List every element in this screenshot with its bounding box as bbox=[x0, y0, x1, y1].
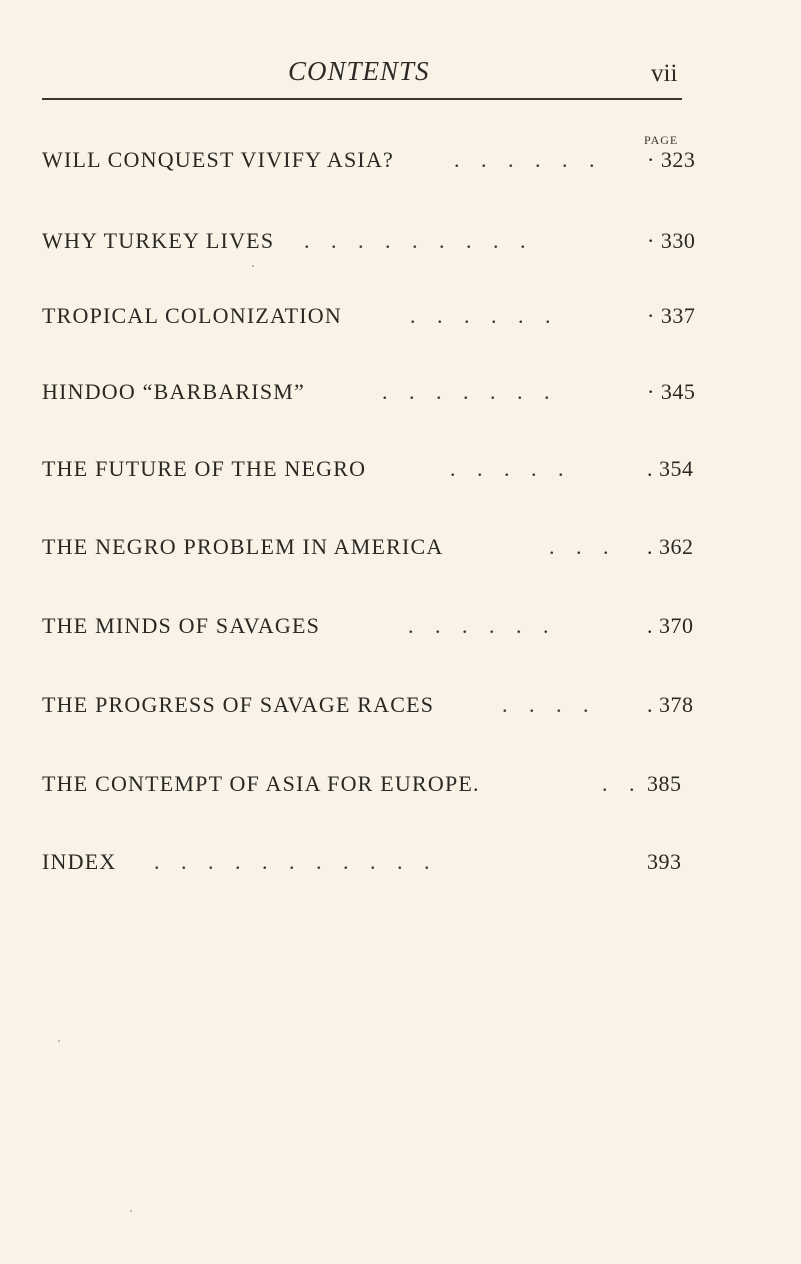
toc-entry-title: THE FUTURE OF THE NEGRO bbox=[42, 456, 367, 481]
header-rule bbox=[42, 98, 682, 100]
toc-entry-leader: . . . . . bbox=[450, 456, 572, 481]
toc-entry-leader: . . . . bbox=[502, 692, 597, 717]
toc-entry-leader: . . . . . . . bbox=[382, 379, 558, 404]
paper-speck bbox=[130, 1210, 132, 1212]
running-head-page-number: vii bbox=[651, 60, 678, 87]
toc-entry-leader: . . . . . . . . . . . bbox=[154, 849, 438, 874]
toc-entry-page: · 337 bbox=[647, 303, 696, 328]
toc-entry-title: TROPICAL COLONIZATION bbox=[42, 303, 342, 328]
toc-entry-leader: . . . . . . . . . bbox=[304, 228, 534, 253]
toc-entry-leader: . . bbox=[602, 771, 643, 796]
toc-entry[interactable] bbox=[42, 227, 696, 255]
toc-entry-page: · 323 bbox=[647, 147, 696, 172]
paper-speck bbox=[252, 265, 254, 267]
paper-speck bbox=[58, 1040, 60, 1042]
page-column-label: PAGE bbox=[644, 133, 679, 147]
toc-entry-leader: . . . bbox=[549, 534, 617, 559]
toc-entry-title: WHY TURKEY LIVES bbox=[42, 228, 275, 253]
toc-entry[interactable] bbox=[42, 848, 687, 876]
toc-entry-page: · 330 bbox=[647, 228, 696, 253]
toc-entry-leader: . . . . . . bbox=[454, 147, 603, 172]
toc-entry-title: HINDOO “BARBARISM” bbox=[42, 379, 305, 404]
toc-entry[interactable] bbox=[42, 533, 694, 561]
toc-entry-page: · 345 bbox=[647, 379, 696, 404]
toc-entry-title: WILL CONQUEST VIVIFY ASIA? bbox=[42, 147, 395, 172]
toc-entry[interactable] bbox=[42, 770, 687, 798]
toc-entry-title: THE CONTEMPT OF ASIA FOR EUROPE. bbox=[42, 771, 480, 796]
toc-entry[interactable] bbox=[42, 455, 694, 483]
toc-entry[interactable] bbox=[42, 302, 696, 330]
toc-entry-title: THE PROGRESS OF SAVAGE RACES bbox=[42, 692, 435, 717]
toc-entry-leader: . . . . . . bbox=[410, 303, 559, 328]
toc-entry-leader: . . . . . . bbox=[408, 613, 557, 638]
toc-entry-page: 385 bbox=[647, 771, 682, 796]
toc-entry[interactable] bbox=[42, 612, 694, 640]
toc-entry[interactable] bbox=[42, 378, 696, 406]
toc-entry-page: . 354 bbox=[647, 456, 694, 481]
toc-entry-page: . 362 bbox=[647, 534, 694, 559]
toc-entry-title: THE NEGRO PROBLEM IN AMERICA bbox=[42, 534, 444, 559]
toc-entry-title: THE MINDS OF SAVAGES bbox=[42, 613, 321, 638]
running-head-title: CONTENTS bbox=[288, 56, 430, 86]
toc-entry[interactable] bbox=[42, 146, 696, 174]
toc-entry-page: . 378 bbox=[647, 692, 694, 717]
toc-entry-page: 393 bbox=[647, 849, 682, 874]
toc-entry-title: INDEX bbox=[42, 849, 117, 874]
toc-entry[interactable] bbox=[42, 691, 694, 719]
toc-entry-page: . 370 bbox=[647, 613, 694, 638]
